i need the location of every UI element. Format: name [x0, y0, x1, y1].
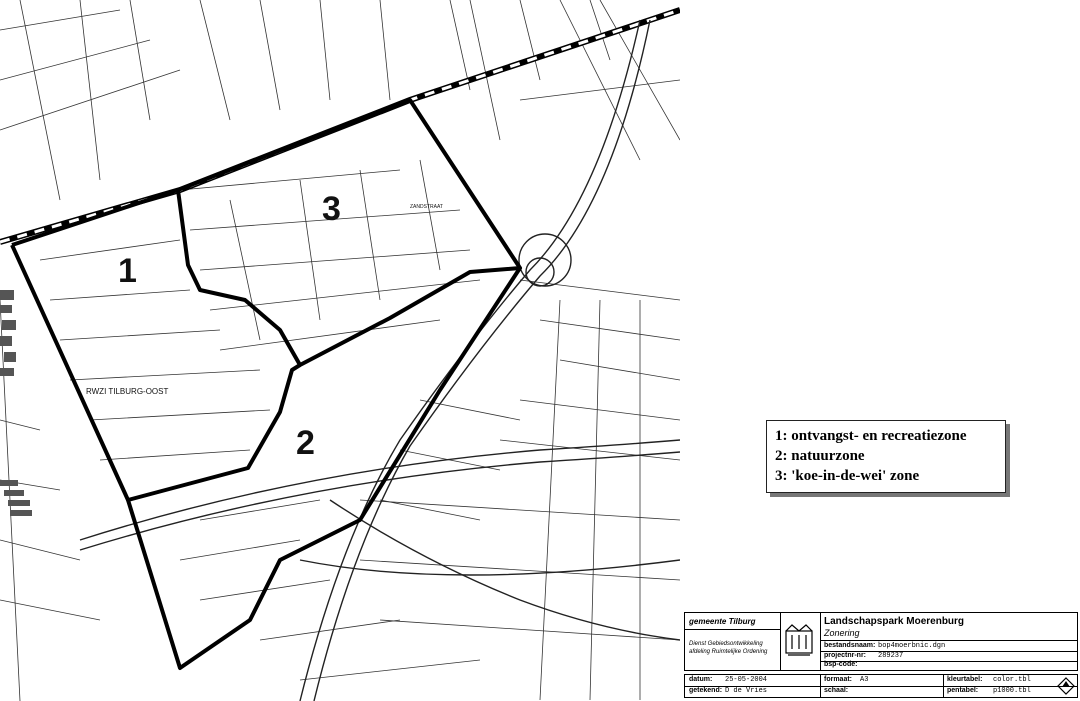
logo-icon: [780, 613, 818, 669]
street-label-zandstraat: ZANDSTRAAT: [410, 204, 443, 210]
project-title: Landschapspark Moerenburg: [824, 616, 965, 627]
color-table-value: color.tbl: [993, 676, 1031, 684]
project-number-label: projectnr-nr:: [824, 652, 866, 659]
project-number-value: 289237: [878, 652, 904, 660]
zone-boundaries: [12, 100, 520, 668]
bsp-code-label: bsp-code:: [824, 661, 858, 668]
legend-item-zone-2: 2: natuurzone: [775, 448, 865, 464]
department-line-1: Dienst Gebiedsontwikkeling: [689, 641, 763, 647]
map-legend: [766, 420, 1006, 493]
pen-table-value: p1000.tbl: [993, 687, 1031, 695]
north-arrow-icon: [1057, 677, 1075, 695]
drawn-by-value: D de Vries: [725, 687, 768, 695]
zone-label-1: 1: [118, 252, 137, 290]
drawing-title-block: [684, 612, 1078, 671]
pen-table-label: pentabel:: [947, 687, 979, 694]
date-label: datum:: [689, 676, 713, 683]
legend-item-zone-1: 1: ontvangst- en recreatiezone: [775, 428, 967, 444]
drawing-metadata-block: [684, 674, 1078, 698]
project-panel: [820, 613, 1077, 670]
department-line-2: afdeling Ruimtelijke Ordening: [689, 649, 768, 655]
zone-label-3: 3: [322, 190, 341, 228]
place-label-rwzi: RWZI TILBURG-OOST: [86, 387, 169, 396]
drawn-by-label: getekend:: [689, 687, 723, 694]
legend-item-zone-3: 3: 'koe-in-de-wei' zone: [775, 468, 920, 484]
format-value: A3: [860, 676, 869, 684]
municipality-panel: [685, 613, 781, 670]
format-label: formaat:: [824, 676, 853, 683]
zone-label-2: 2: [296, 424, 315, 462]
filename-label: bestandsnaam:: [824, 642, 876, 649]
municipality-logo: [780, 613, 821, 670]
project-subtitle: Zonering: [824, 628, 860, 638]
motorway: [80, 20, 680, 701]
date-value: 25-05-2004: [725, 676, 768, 684]
scale-label: schaal:: [824, 687, 849, 694]
municipality-name: gemeente Tilburg: [689, 617, 756, 626]
color-table-label: kleurtabel:: [947, 676, 983, 683]
filename-value: bop4moerbnic.dgn: [878, 642, 946, 650]
